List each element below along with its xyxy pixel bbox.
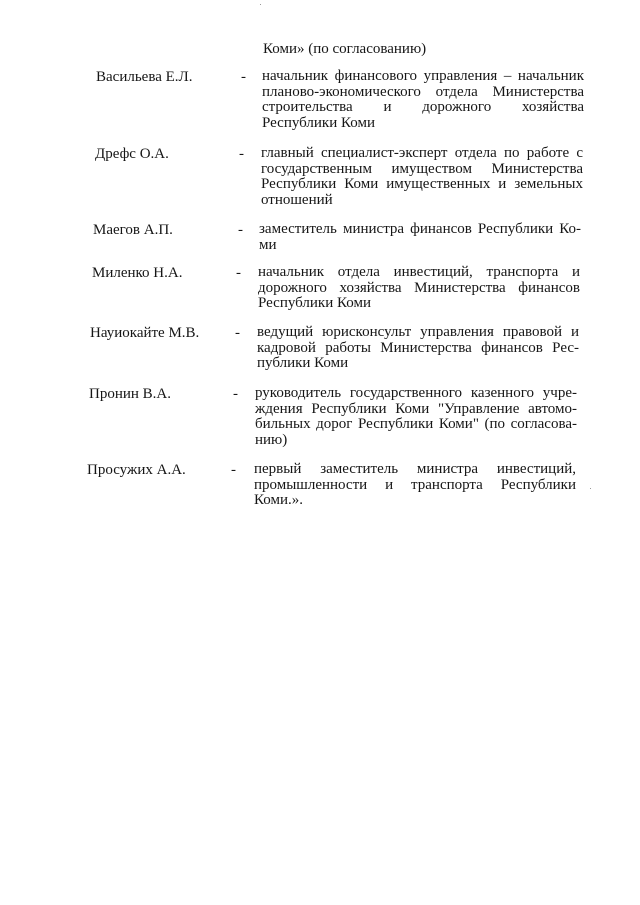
position-line: нию) (255, 431, 288, 448)
position-line: главный специалист-эксперт отдела по работе с (261, 145, 583, 161)
member-position (254, 462, 576, 509)
position-line: государственным имуществом Министерства (261, 160, 583, 177)
position-line: Республики Коми (258, 295, 371, 312)
member-name: Дрефс О.А. (95, 146, 169, 162)
member-name: Васильева Е.Л. (96, 69, 193, 85)
position-line: заместитель министра финансов Республики Ко- (259, 221, 581, 237)
position-line: бильных дорог Республики Коми" (по согласова- (255, 416, 577, 433)
position-line: строительства и дорожного хозяйства (262, 99, 584, 116)
member-position (255, 386, 577, 448)
member-position (258, 265, 580, 312)
scan-speck (590, 488, 591, 489)
position-line: дорожного хозяйства Министерства финансов (258, 279, 580, 296)
member-position (262, 69, 584, 131)
position-line: публики Коми (257, 355, 349, 372)
member-dash: - (231, 462, 236, 478)
position-line: планово-экономического отдела Министерства (262, 83, 584, 100)
member-dash: - (238, 222, 243, 238)
position-line: промышленности и транспорта Республики (254, 476, 576, 493)
member-name: Миленко Н.А. (92, 265, 183, 281)
position-line: начальник финансового управления – начальник (262, 68, 584, 84)
member-dash: - (239, 146, 244, 162)
position-line: ждения Республики Коми "Управление автомо- (255, 400, 577, 417)
scan-speck (260, 4, 261, 5)
member-position (261, 146, 583, 208)
position-line: Республики Коми имущественных и земельных (261, 176, 583, 193)
position-line: первый заместитель министра инвестиций, (254, 461, 576, 477)
member-position (257, 325, 579, 372)
position-line: отношений (261, 191, 333, 208)
position-line: руководитель государственного казенного учре- (255, 385, 577, 401)
member-name: Науиокайте М.В. (90, 325, 200, 341)
position-line: Коми.». (254, 492, 303, 509)
member-dash: - (235, 325, 240, 341)
previous-entry-continuation: Коми» (по согласованию) (263, 41, 427, 57)
member-dash: - (236, 265, 241, 281)
member-dash: - (241, 69, 246, 85)
member-position (259, 222, 581, 253)
position-line: кадровой работы Министерства финансов Рес- (257, 339, 579, 356)
position-line: Республики Коми (262, 114, 375, 131)
member-name: Маегов А.П. (93, 222, 173, 238)
position-line: начальник отдела инвестиций, транспорта и (258, 264, 580, 280)
member-name: Просужих А.А. (87, 462, 186, 478)
member-name: Пронин В.А. (89, 386, 172, 402)
member-dash: - (233, 386, 238, 402)
position-line: ведущий юрисконсульт управления правовой и (257, 324, 579, 340)
position-line: ми (259, 236, 277, 253)
